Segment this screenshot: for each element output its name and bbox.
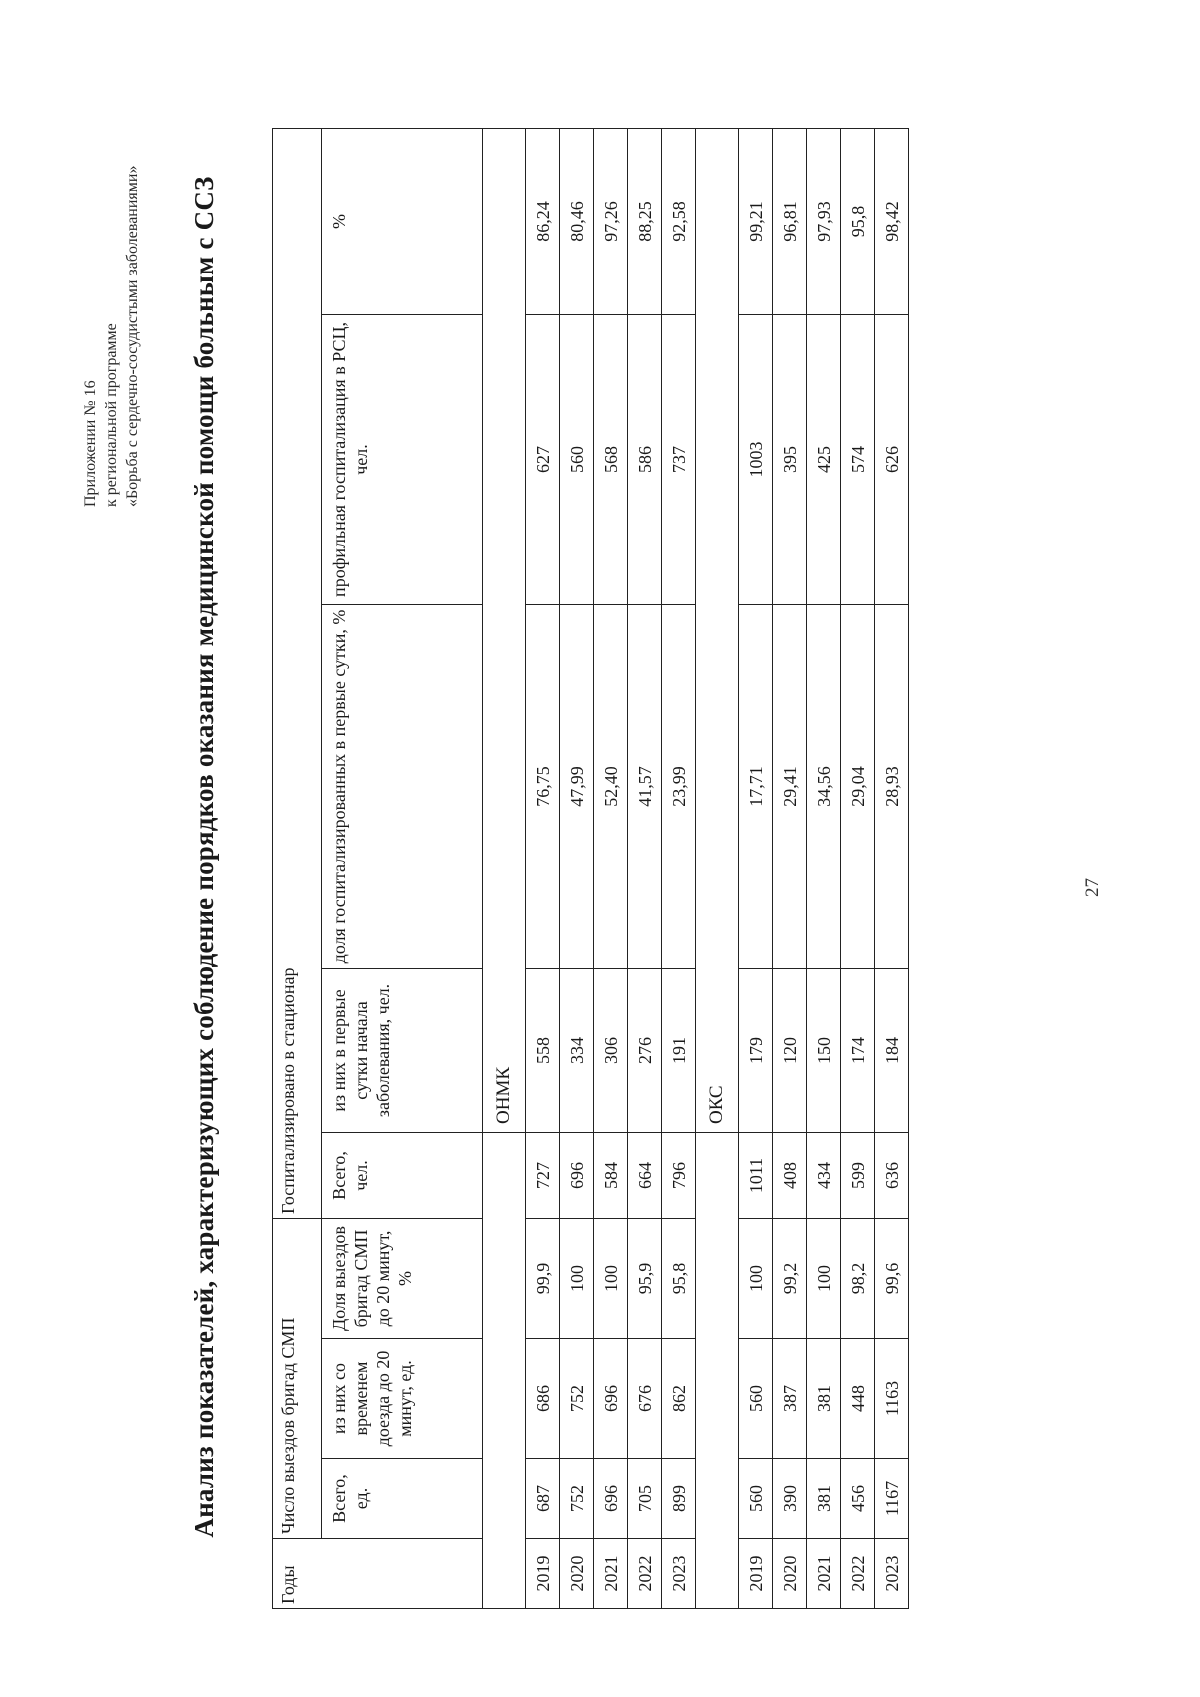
value-cell: 179 <box>739 968 773 1132</box>
value-cell: 1167 <box>875 1459 909 1539</box>
value-cell: 23,99 <box>662 604 696 968</box>
col-header-share-first-day: доля госпитализированных в первые сутки, % <box>322 604 483 968</box>
value-cell: 574 <box>841 314 875 604</box>
value-cell: 52,40 <box>594 604 628 968</box>
value-cell: 97,26 <box>594 128 628 314</box>
value-cell: 34,56 <box>807 604 841 968</box>
value-cell: 434 <box>807 1132 841 1218</box>
value-cell: 696 <box>594 1339 628 1459</box>
table-row <box>594 128 628 1608</box>
value-cell: 29,04 <box>841 604 875 968</box>
year-cell: 2022 <box>628 1539 662 1609</box>
year-cell: 2023 <box>662 1539 696 1609</box>
table-row <box>628 128 662 1608</box>
value-cell: 448 <box>841 1339 875 1459</box>
table-row <box>773 128 807 1608</box>
value-cell: 862 <box>662 1339 696 1459</box>
value-cell: 100 <box>560 1218 594 1338</box>
value-cell: 408 <box>773 1132 807 1218</box>
value-cell: 752 <box>560 1459 594 1539</box>
value-cell: 100 <box>594 1218 628 1338</box>
value-cell: 395 <box>773 314 807 604</box>
page-number: 27 <box>1082 878 1103 897</box>
col-header-share-under-20: Доля выездов бригад СМП до 20 минут, % <box>322 1218 483 1338</box>
col-header-rsc: профильная госпитализация в РСЦ, чел. <box>322 314 483 604</box>
value-cell: 727 <box>526 1132 560 1218</box>
value-cell: 174 <box>841 968 875 1132</box>
col-header-total-calls: Всего, ед. <box>322 1459 483 1539</box>
table-header-row-1 <box>273 128 322 1608</box>
group-header-hospitalized: Госпитализировано в стационар <box>273 128 322 1218</box>
value-cell: 276 <box>628 968 662 1132</box>
col-header-total-hospitalized: Всего, чел. <box>322 1132 483 1218</box>
section-row <box>483 128 526 1608</box>
value-cell: 387 <box>773 1339 807 1459</box>
table-row <box>739 128 773 1608</box>
value-cell: 86,24 <box>526 128 560 314</box>
value-cell: 626 <box>875 314 909 604</box>
value-cell: 88,25 <box>628 128 662 314</box>
value-cell: 306 <box>594 968 628 1132</box>
value-cell: 664 <box>628 1132 662 1218</box>
section-spacer <box>483 1132 526 1608</box>
value-cell: 558 <box>526 968 560 1132</box>
value-cell: 796 <box>662 1132 696 1218</box>
value-cell: 560 <box>739 1459 773 1539</box>
value-cell: 586 <box>628 314 662 604</box>
table-row <box>662 128 696 1608</box>
group-header-smp: Число выездов бригад СМП <box>273 1218 322 1538</box>
value-cell: 98,2 <box>841 1218 875 1338</box>
value-cell: 95,8 <box>841 128 875 314</box>
appendix-line-3: «Борьба с сердечно-сосудистыми заболеваниями» <box>124 165 141 507</box>
value-cell: 28,93 <box>875 604 909 968</box>
value-cell: 568 <box>594 314 628 604</box>
value-cell: 599 <box>841 1132 875 1218</box>
value-cell: 100 <box>807 1218 841 1338</box>
appendix-line-2: к региональной программе <box>103 323 120 507</box>
value-cell: 705 <box>628 1459 662 1539</box>
value-cell: 184 <box>875 968 909 1132</box>
value-cell: 95,8 <box>662 1218 696 1338</box>
value-cell: 150 <box>807 968 841 1132</box>
value-cell: 120 <box>773 968 807 1132</box>
value-cell: 99,9 <box>526 1218 560 1338</box>
appendix-line-1: Приложении № 16 <box>82 380 99 507</box>
value-cell: 560 <box>560 314 594 604</box>
value-cell: 100 <box>739 1218 773 1338</box>
value-cell: 17,71 <box>739 604 773 968</box>
value-cell: 676 <box>628 1339 662 1459</box>
table-row <box>560 128 594 1608</box>
value-cell: 47,99 <box>560 604 594 968</box>
value-cell: 92,58 <box>662 128 696 314</box>
col-header-first-day: из них в первые сутки начала заболевания, чел. <box>322 968 483 1132</box>
indicators-table <box>272 128 909 1609</box>
value-cell: 627 <box>526 314 560 604</box>
section-name: ОНМК <box>483 128 526 1132</box>
section-spacer <box>696 1132 739 1608</box>
value-cell: 98,42 <box>875 128 909 314</box>
year-cell: 2021 <box>807 1539 841 1609</box>
value-cell: 96,81 <box>773 128 807 314</box>
value-cell: 456 <box>841 1459 875 1539</box>
page-title: Анализ показателей, характеризующих соблюдение порядков оказания медицинской помощи больным с ССЗ <box>189 176 219 1538</box>
value-cell: 687 <box>526 1459 560 1539</box>
value-cell: 99,21 <box>739 128 773 314</box>
value-cell: 41,57 <box>628 604 662 968</box>
value-cell: 425 <box>807 314 841 604</box>
value-cell: 95,9 <box>628 1218 662 1338</box>
value-cell: 1003 <box>739 314 773 604</box>
year-cell: 2022 <box>841 1539 875 1609</box>
col-header-calls-under-20: из них со временем доезда до 20 минут, ед. <box>322 1339 483 1459</box>
value-cell: 636 <box>875 1132 909 1218</box>
table-row <box>841 128 875 1608</box>
value-cell: 696 <box>560 1132 594 1218</box>
col-header-percent: % <box>322 128 483 314</box>
value-cell: 191 <box>662 968 696 1132</box>
value-cell: 560 <box>739 1339 773 1459</box>
year-cell: 2023 <box>875 1539 909 1609</box>
section-name: ОКС <box>696 128 739 1132</box>
year-cell: 2020 <box>773 1539 807 1609</box>
value-cell: 381 <box>807 1339 841 1459</box>
table-row <box>875 128 909 1608</box>
value-cell: 99,6 <box>875 1218 909 1338</box>
value-cell: 381 <box>807 1459 841 1539</box>
value-cell: 334 <box>560 968 594 1132</box>
value-cell: 696 <box>594 1459 628 1539</box>
appendix-header <box>80 27 143 507</box>
table-header-row-2 <box>322 128 483 1608</box>
value-cell: 390 <box>773 1459 807 1539</box>
value-cell: 737 <box>662 314 696 604</box>
year-cell: 2019 <box>526 1539 560 1609</box>
value-cell: 1163 <box>875 1339 909 1459</box>
year-cell: 2021 <box>594 1539 628 1609</box>
year-cell: 2019 <box>739 1539 773 1609</box>
value-cell: 97,93 <box>807 128 841 314</box>
value-cell: 899 <box>662 1459 696 1539</box>
value-cell: 752 <box>560 1339 594 1459</box>
value-cell: 76,75 <box>526 604 560 968</box>
value-cell: 686 <box>526 1339 560 1459</box>
table-row <box>526 128 560 1608</box>
table-row <box>807 128 841 1608</box>
col-header-years: Годы <box>273 1539 483 1609</box>
value-cell: 1011 <box>739 1132 773 1218</box>
value-cell: 99,2 <box>773 1218 807 1338</box>
value-cell: 80,46 <box>560 128 594 314</box>
year-cell: 2020 <box>560 1539 594 1609</box>
value-cell: 29,41 <box>773 604 807 968</box>
value-cell: 584 <box>594 1132 628 1218</box>
section-row <box>696 128 739 1608</box>
